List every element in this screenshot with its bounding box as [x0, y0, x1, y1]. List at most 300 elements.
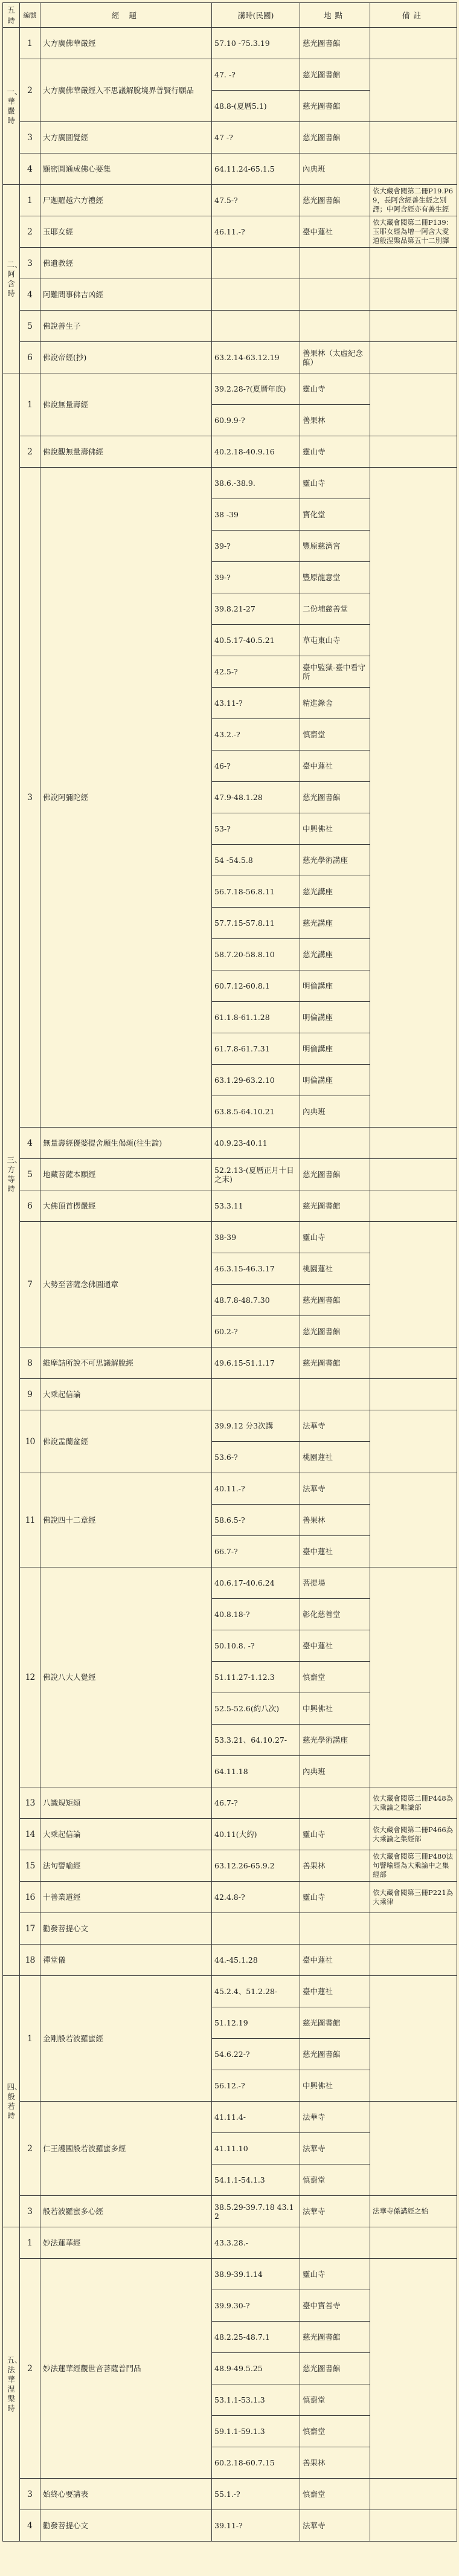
entry-time: 51.11.27-1.12.3	[212, 1662, 300, 1693]
entry-time: 57.10 -75.3.19	[212, 28, 300, 59]
era-label	[3, 373, 20, 1976]
era-label-text: 二、阿含時	[7, 259, 22, 298]
entry-title: 仁王護國般若波羅蜜多經	[40, 2102, 212, 2196]
entry-title: 佛說八大人覺經	[40, 1567, 212, 1787]
entry-note	[370, 153, 457, 185]
entry-place: 中興佛社	[300, 813, 370, 845]
entry-place	[300, 248, 370, 279]
entry-time: 59.1.1-59.1.3	[212, 2416, 300, 2447]
entry-time: 58.6.5-?	[212, 1505, 300, 1536]
entry-place: 中興佛社	[300, 2070, 370, 2102]
entry-time: 64.11.18	[212, 1756, 300, 1787]
entry-title: 大乘起信論	[40, 1379, 212, 1410]
entry-number: 5	[20, 1159, 40, 1190]
entry-time: 57.7.15-57.8.11	[212, 908, 300, 939]
table-row	[3, 2102, 457, 2133]
entry-title: 法句譬喻經	[40, 1850, 212, 1882]
entry-number: 2	[20, 436, 40, 468]
entry-number: 3	[20, 2479, 40, 2510]
table-row	[3, 436, 457, 468]
entry-number: 14	[20, 1819, 40, 1850]
entry-time: 53.3.21、64.10.27-	[212, 1725, 300, 1756]
entry-place: 內典班	[300, 153, 370, 185]
entry-place: 慈光圖書館	[300, 2353, 370, 2384]
entry-title: 八識規矩頌	[40, 1787, 212, 1819]
entry-number: 5	[20, 311, 40, 342]
entry-place: 善果林	[300, 405, 370, 436]
entry-place: 臺中蓮社	[300, 751, 370, 782]
table-row	[3, 2259, 457, 2290]
table-row	[3, 2196, 457, 2227]
table-row	[3, 2479, 457, 2510]
entry-place: 法華寺	[300, 1473, 370, 1505]
table-row	[3, 1787, 457, 1819]
entry-time: 39.9.30-?	[212, 2290, 300, 2322]
entry-place: 慈光圖書館	[300, 2322, 370, 2353]
entry-place: 善果林（太虛紀念館）	[300, 342, 370, 373]
entry-note	[370, 468, 457, 1128]
entry-time: 40.5.17-40.5.21	[212, 625, 300, 656]
entry-place: 菩提場	[300, 1567, 370, 1599]
table-row	[3, 216, 457, 248]
entry-title: 佛說善生子	[40, 311, 212, 342]
header-era: 五時	[3, 3, 20, 28]
entry-time: 46.3.15-46.3.17	[212, 1253, 300, 1285]
entry-time: 61.7.8-61.7.31	[212, 1033, 300, 1065]
entry-place: 法華寺	[300, 2510, 370, 2542]
entry-time: 56.12.-?	[212, 2070, 300, 2102]
entry-title: 佛說無量壽經	[40, 373, 212, 436]
entry-time: 38.9-39.1.14	[212, 2259, 300, 2290]
entry-time: 48.8-(夏曆5.1)	[212, 91, 300, 122]
entry-time: 46.7-?	[212, 1787, 300, 1819]
entry-number: 16	[20, 1882, 40, 1913]
entry-number: 4	[20, 279, 40, 311]
entry-note	[370, 2479, 457, 2510]
entry-place: 臺中蓮社	[300, 1976, 370, 2007]
entry-time: 47. -?	[212, 59, 300, 91]
entry-time: 38.6.-38.9.	[212, 468, 300, 499]
entry-note: 法華寺係講經之始	[370, 2196, 457, 2227]
entry-time: 64.11.24-65.1.5	[212, 153, 300, 185]
entry-note	[370, 1348, 457, 1379]
entry-time: 63.1.29-63.2.10	[212, 1065, 300, 1096]
entry-number: 12	[20, 1567, 40, 1787]
table-row	[3, 248, 457, 279]
entry-time: 47.9-48.1.28	[212, 782, 300, 813]
entry-time: 43.2.-?	[212, 719, 300, 751]
table-row	[3, 1850, 457, 1882]
entry-time: 50.10.8. -?	[212, 1630, 300, 1662]
entry-time	[212, 1379, 300, 1410]
entry-title: 尸迦羅越六方禮經	[40, 185, 212, 216]
table-row	[3, 153, 457, 185]
entry-place: 慈光圖書館	[300, 1348, 370, 1379]
entry-place: 靈山寺	[300, 1882, 370, 1913]
entry-title: 佛說帝經(抄)	[40, 342, 212, 373]
entry-place: 靈山寺	[300, 468, 370, 499]
entry-note	[370, 1945, 457, 1976]
entry-title: 佛遺教經	[40, 248, 212, 279]
table-row	[3, 1567, 457, 1599]
entry-number: 7	[20, 1222, 40, 1348]
entry-number: 18	[20, 1945, 40, 1976]
table-row	[3, 2227, 457, 2259]
entry-time: 46-?	[212, 751, 300, 782]
entry-place	[300, 2227, 370, 2259]
entry-title: 佛說阿彌陀經	[40, 468, 212, 1128]
table-row	[3, 122, 457, 153]
entry-note	[370, 2227, 457, 2259]
entry-note	[370, 2102, 457, 2196]
entry-time: 49.6.15-51.1.17	[212, 1348, 300, 1379]
entry-note	[370, 342, 457, 373]
table-row	[3, 279, 457, 311]
entry-time	[212, 248, 300, 279]
entry-time	[212, 311, 300, 342]
entry-time: 55.1.-?	[212, 2479, 300, 2510]
entry-number: 4	[20, 1128, 40, 1159]
entry-place: 桃園蓮社	[300, 1442, 370, 1473]
entry-place: 臺中蓮社	[300, 1630, 370, 1662]
entry-note	[370, 1159, 457, 1190]
entry-note	[370, 1473, 457, 1567]
entry-time: 63.2.14-63.12.19	[212, 342, 300, 373]
entry-time: 42.4.8-?	[212, 1882, 300, 1913]
table-row	[3, 2510, 457, 2542]
entry-note: 依大藏會閱第二冊P139：玉耶女經為增一阿含大愛道般涅槃品第五十二別譯	[370, 216, 457, 248]
entry-place: 慎齋堂	[300, 1662, 370, 1693]
table-row	[3, 1410, 457, 1442]
entry-place: 草屯東山寺	[300, 625, 370, 656]
entry-place: 靈山寺	[300, 1222, 370, 1253]
entry-note: 依大藏會閱第二冊P19.P69，長阿含經善生經之別譯；中阿含經亦有善生經	[370, 185, 457, 216]
entry-place: 善果林	[300, 1850, 370, 1882]
entry-place: 臺中監獄-臺中看守所	[300, 656, 370, 688]
entry-place: 明倫講座	[300, 1033, 370, 1065]
entry-number: 1	[20, 1976, 40, 2102]
entry-title: 金剛般若波羅蜜經	[40, 1976, 212, 2102]
entry-place: 法華寺	[300, 2133, 370, 2164]
entry-place: 慎齋堂	[300, 2479, 370, 2510]
entry-time: 38.5.29-39.7.18 43.12	[212, 2196, 300, 2227]
era-label-text: 四、般若時	[7, 2082, 22, 2120]
entry-title: 勸發菩提心文	[40, 1913, 212, 1945]
entry-note	[370, 1128, 457, 1159]
entry-note	[370, 279, 457, 311]
header-title: 經 題	[40, 3, 212, 28]
entry-place	[300, 1379, 370, 1410]
entry-note	[370, 373, 457, 436]
header-place: 地點	[300, 3, 370, 28]
entry-place: 二份埔慈善堂	[300, 593, 370, 625]
entry-title: 佛說四十二章經	[40, 1473, 212, 1567]
entry-number: 3	[20, 122, 40, 153]
entry-time: 61.1.8-61.1.28	[212, 1002, 300, 1033]
entry-time: 39-?	[212, 531, 300, 562]
table-row	[3, 468, 457, 499]
table-row	[3, 59, 457, 91]
entry-note: 依大藏會閱第三冊P480法句譬喻經為大乘論中之集經部	[370, 1850, 457, 1882]
entry-time: 41.11.4-	[212, 2102, 300, 2133]
entry-place: 寶化堂	[300, 499, 370, 531]
entry-time: 47 -?	[212, 122, 300, 153]
era-label	[3, 28, 20, 185]
entry-place: 豐原龍意堂	[300, 562, 370, 593]
entry-time: 48.2.25-48.7.1	[212, 2322, 300, 2353]
entry-number: 4	[20, 153, 40, 185]
entry-place: 內典班	[300, 1756, 370, 1787]
entry-time: 60.2-?	[212, 1316, 300, 1348]
entry-note	[370, 59, 457, 122]
era-label-text: 一、華嚴時	[7, 86, 22, 125]
entry-note: 依大藏會閱第二冊P448為大乘論之唯識部	[370, 1787, 457, 1819]
entry-title: 禪堂儀	[40, 1945, 212, 1976]
entry-title: 大乘起信論	[40, 1819, 212, 1850]
entry-time: 39-?	[212, 562, 300, 593]
entry-note	[370, 248, 457, 279]
entry-time: 52.5-52.6(約八次)	[212, 1693, 300, 1725]
entry-place: 慈光圖書館	[300, 1190, 370, 1222]
entry-note	[370, 122, 457, 153]
entry-time: 58.7.20-58.8.10	[212, 939, 300, 970]
entry-place: 慈光學術講座	[300, 1725, 370, 1756]
table-row	[3, 1976, 457, 2007]
era-label-text: 五、法華涅槃時	[7, 2355, 22, 2413]
entry-place: 臺中蓮社	[300, 1536, 370, 1567]
entry-place: 慎齋堂	[300, 2384, 370, 2416]
entry-title: 佛說觀無量壽佛經	[40, 436, 212, 468]
entry-place: 慈光圖書館	[300, 28, 370, 59]
entry-title: 大方廣佛華嚴經	[40, 28, 212, 59]
entry-title: 地藏菩薩本願經	[40, 1159, 212, 1190]
entry-note	[370, 28, 457, 59]
entry-place: 慈光圖書館	[300, 59, 370, 91]
entry-place: 慈光學術講座	[300, 845, 370, 876]
entry-note: 依大藏會閱第二冊P466為大乘論之集經部	[370, 1819, 457, 1850]
entry-place	[300, 1787, 370, 1819]
table-header-row	[3, 3, 457, 28]
entry-time: 63.8.5-64.10.21	[212, 1096, 300, 1128]
header-note: 備註	[370, 3, 457, 28]
entry-place: 法華寺	[300, 2102, 370, 2133]
entry-number: 1	[20, 28, 40, 59]
table-row	[3, 311, 457, 342]
entry-place: 慈光圖書館	[300, 185, 370, 216]
entry-number: 10	[20, 1410, 40, 1473]
entry-note	[370, 1976, 457, 2102]
entry-place: 慈光圖書館	[300, 91, 370, 122]
entry-note	[370, 1913, 457, 1945]
entry-time: 44.-45.1.28	[212, 1945, 300, 1976]
entry-time: 60.7.12-60.8.1	[212, 970, 300, 1002]
entry-time: 41.11.10	[212, 2133, 300, 2164]
entry-title: 大方廣佛華嚴經入不思議解脫境界普賢行願品	[40, 59, 212, 122]
era-label	[3, 2227, 20, 2542]
entry-number: 2	[20, 216, 40, 248]
table-row	[3, 185, 457, 216]
table-row	[3, 1190, 457, 1222]
entry-place: 慈光圖書館	[300, 782, 370, 813]
entry-note	[370, 2259, 457, 2479]
entry-title: 玉耶女經	[40, 216, 212, 248]
entry-title: 妙法蓮華經	[40, 2227, 212, 2259]
table-row	[3, 1159, 457, 1190]
entry-number: 2	[20, 2102, 40, 2196]
entry-place: 慈光圖書館	[300, 2007, 370, 2039]
entry-note	[370, 1410, 457, 1473]
entry-number: 3	[20, 2196, 40, 2227]
entry-title: 般若波羅蜜多心經	[40, 2196, 212, 2227]
entry-time: 63.12.26-65.9.2	[212, 1850, 300, 1882]
entry-time: 43.11-?	[212, 688, 300, 719]
era-label	[3, 1976, 20, 2227]
table-row	[3, 342, 457, 373]
entry-place: 臺中蓮社	[300, 216, 370, 248]
entry-title: 顯密圓通成佛心要集	[40, 153, 212, 185]
entry-title: 妙法蓮華經觀世音菩薩普門品	[40, 2259, 212, 2479]
entry-place: 內典班	[300, 1096, 370, 1128]
entry-time: 40.11.-?	[212, 1473, 300, 1505]
entry-time	[212, 1913, 300, 1945]
entry-place: 明倫講座	[300, 1002, 370, 1033]
entry-time: 60.2.18-60.7.15	[212, 2447, 300, 2479]
entry-place: 善果林	[300, 2447, 370, 2479]
entry-title: 維摩詰所說不可思議解脫經	[40, 1348, 212, 1379]
entry-place: 慈光圖書館	[300, 1285, 370, 1316]
entry-title: 大佛頂首楞嚴經	[40, 1190, 212, 1222]
lecture-record-table	[2, 2, 457, 2542]
entry-place: 精進錄舍	[300, 688, 370, 719]
entry-time: 53.1.1-53.1.3	[212, 2384, 300, 2416]
entry-place: 法華寺	[300, 1410, 370, 1442]
entry-time: 40.9.23-40.11	[212, 1128, 300, 1159]
table-row	[3, 1348, 457, 1379]
entry-time: 40.2.18-40.9.16	[212, 436, 300, 468]
entry-time: 48.9-49.5.25	[212, 2353, 300, 2384]
entry-time: 38-39	[212, 1222, 300, 1253]
entry-title: 大勢至菩薩念佛圓通章	[40, 1222, 212, 1348]
entry-time: 39.8.21-27	[212, 593, 300, 625]
entry-place: 慈光圖書館	[300, 1159, 370, 1190]
entry-time: 38 -39	[212, 499, 300, 531]
entry-time: 48.7.8-48.7.30	[212, 1285, 300, 1316]
entry-number: 1	[20, 2227, 40, 2259]
entry-time: 51.12.19	[212, 2007, 300, 2039]
entry-number: 6	[20, 342, 40, 373]
entry-place: 慎齋堂	[300, 719, 370, 751]
entry-place: 慈光圖書館	[300, 122, 370, 153]
entry-number: 2	[20, 59, 40, 122]
entry-time: 53-?	[212, 813, 300, 845]
entry-time: 47.5-?	[212, 185, 300, 216]
entry-place: 慈光圖書館	[300, 2039, 370, 2070]
entry-time: 54 -54.5.8	[212, 845, 300, 876]
entry-time: 40.6.17-40.6.24	[212, 1567, 300, 1599]
table-row	[3, 1379, 457, 1410]
entry-title: 無量壽經優婆提舍願生偈頌(往生論)	[40, 1128, 212, 1159]
entry-place: 明倫講座	[300, 1065, 370, 1096]
table-row	[3, 1882, 457, 1913]
entry-number: 11	[20, 1473, 40, 1567]
table-row	[3, 1819, 457, 1850]
entry-place: 明倫講座	[300, 970, 370, 1002]
entry-place	[300, 1913, 370, 1945]
entry-place: 靈山寺	[300, 1819, 370, 1850]
entry-place: 桃園蓮社	[300, 1253, 370, 1285]
header-time: 講時(民國)	[212, 3, 300, 28]
entry-number: 13	[20, 1787, 40, 1819]
entry-time: 52.2.13-(夏曆正月十日之末)	[212, 1159, 300, 1190]
entry-note	[370, 1567, 457, 1787]
entry-time: 54.1.1-54.1.3	[212, 2164, 300, 2196]
entry-number: 8	[20, 1348, 40, 1379]
entry-place: 靈山寺	[300, 2259, 370, 2290]
entry-number: 2	[20, 2259, 40, 2479]
entry-time: 60.9.9-?	[212, 405, 300, 436]
entry-time: 40.11(大約)	[212, 1819, 300, 1850]
entry-place: 法華寺	[300, 2196, 370, 2227]
entry-title: 勸發菩提心文	[40, 2510, 212, 2542]
entry-note	[370, 436, 457, 468]
entry-place: 靈山寺	[300, 436, 370, 468]
entry-time: 42.5-?	[212, 656, 300, 688]
entry-time: 56.7.18-56.8.11	[212, 876, 300, 908]
table-row	[3, 373, 457, 405]
entry-time: 66.7-?	[212, 1536, 300, 1567]
entry-place: 中興佛社	[300, 1693, 370, 1725]
entry-place: 慈光講座	[300, 908, 370, 939]
entry-note	[370, 2510, 457, 2542]
era-label-text: 三、方等時	[7, 1155, 22, 1193]
entry-place: 慈光講座	[300, 939, 370, 970]
lecture-table-container	[2, 2, 457, 2542]
entry-place	[300, 279, 370, 311]
entry-time: 39.9.12 分3次講	[212, 1410, 300, 1442]
entry-number: 9	[20, 1379, 40, 1410]
entry-number: 15	[20, 1850, 40, 1882]
table-row	[3, 1945, 457, 1976]
entry-time: 43.3.28.-	[212, 2227, 300, 2259]
table-row	[3, 1913, 457, 1945]
entry-place: 慎齋堂	[300, 2164, 370, 2196]
entry-place: 慎齋堂	[300, 2416, 370, 2447]
entry-time: 54.6.22-?	[212, 2039, 300, 2070]
entry-note	[370, 1379, 457, 1410]
table-row	[3, 28, 457, 59]
entry-note	[370, 1190, 457, 1222]
entry-place: 靈山寺	[300, 373, 370, 405]
entry-place: 臺中蓮社	[300, 1945, 370, 1976]
entry-place: 慈光講座	[300, 876, 370, 908]
entry-place	[300, 1128, 370, 1159]
entry-number: 4	[20, 2510, 40, 2542]
entry-title: 始終心要講表	[40, 2479, 212, 2510]
entry-number: 3	[20, 248, 40, 279]
table-row	[3, 1473, 457, 1505]
entry-place: 臺中寶善寺	[300, 2290, 370, 2322]
entry-time: 40.8.18-?	[212, 1599, 300, 1630]
entry-number: 1	[20, 185, 40, 216]
entry-number: 6	[20, 1190, 40, 1222]
entry-number: 1	[20, 373, 40, 436]
entry-place: 慈光圖書館	[300, 1316, 370, 1348]
entry-time	[212, 279, 300, 311]
entry-time: 39.11-?	[212, 2510, 300, 2542]
entry-place	[300, 311, 370, 342]
entry-time: 39.2.28-?(夏曆年底)	[212, 373, 300, 405]
header-number: 編號	[20, 3, 40, 28]
